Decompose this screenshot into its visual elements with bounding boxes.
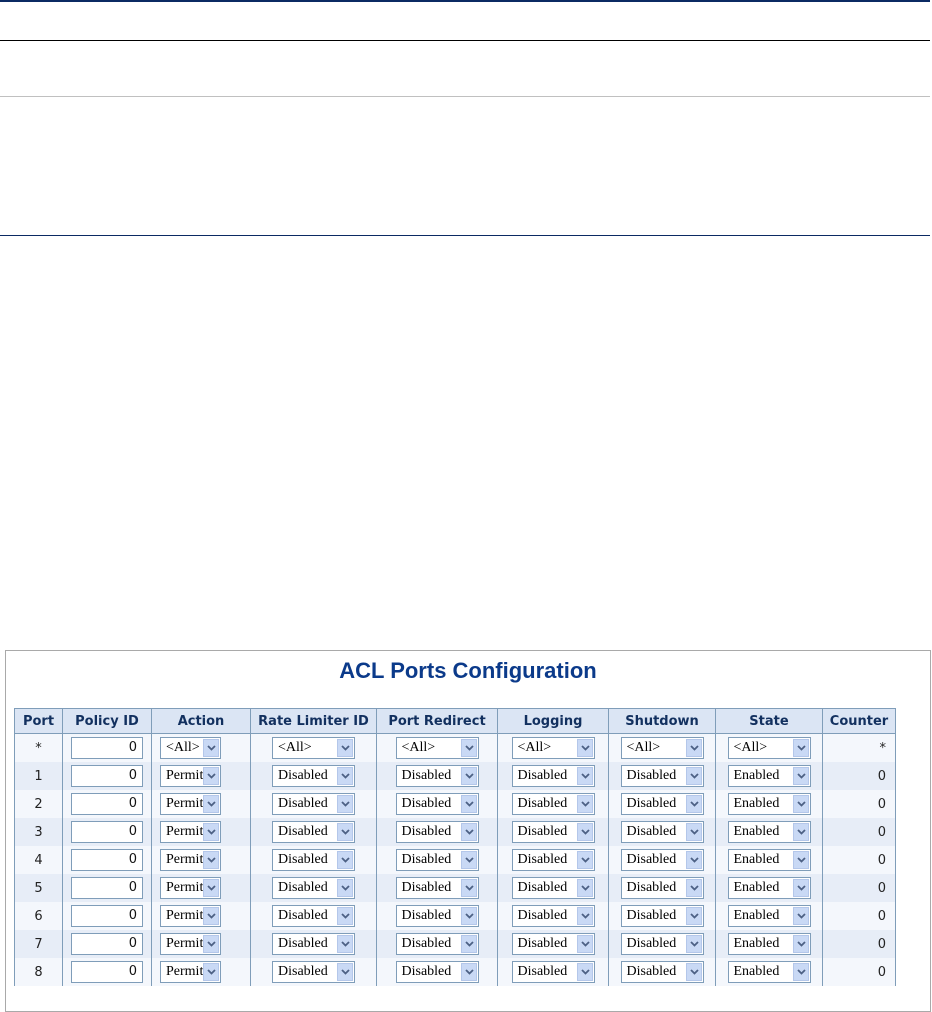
action-cell (152, 790, 251, 818)
rate-limiter-id-select[interactable] (272, 765, 355, 787)
rate-limiter-cell (251, 874, 377, 902)
shutdown-cell (609, 762, 716, 790)
port-redirect-select[interactable] (396, 793, 479, 815)
state-select[interactable] (728, 961, 811, 983)
chevron-down-icon[interactable] (461, 739, 477, 757)
chevron-down-icon[interactable] (203, 879, 219, 897)
logging-value: Disabled (517, 936, 568, 951)
chevron-down-icon[interactable] (337, 767, 353, 785)
chevron-down-icon[interactable] (337, 907, 353, 925)
chevron-down-icon[interactable] (577, 935, 593, 953)
action-value: <All> (166, 740, 200, 755)
state-select[interactable] (728, 905, 811, 927)
port-redirect-value: Disabled (401, 964, 452, 979)
shutdown-value: Disabled (626, 852, 677, 867)
chevron-down-icon[interactable] (337, 739, 353, 757)
rate-limiter-id-select[interactable] (272, 793, 355, 815)
action-cell (152, 734, 251, 763)
port-redirect-select[interactable] (396, 821, 479, 843)
action-value: Permit (166, 852, 204, 867)
table-row (15, 930, 896, 958)
chevron-down-icon[interactable] (793, 767, 809, 785)
chevron-down-icon[interactable] (203, 851, 219, 869)
rate-limiter-id-value: Disabled (278, 824, 328, 839)
chevron-down-icon[interactable] (203, 935, 219, 953)
logging-select[interactable] (512, 933, 595, 955)
state-value: Enabled (733, 796, 780, 811)
state-cell (716, 874, 823, 902)
action-select[interactable] (160, 961, 221, 983)
policy-id-input[interactable]: 0 (71, 821, 143, 843)
rate-limiter-cell (251, 958, 377, 986)
port-cell: 7 (15, 930, 63, 958)
chevron-down-icon[interactable] (337, 823, 353, 841)
table-row (15, 874, 896, 902)
chevron-down-icon[interactable] (461, 879, 477, 897)
chevron-down-icon[interactable] (793, 879, 809, 897)
action-value: Permit (166, 824, 204, 839)
policy-id-input[interactable]: 0 (71, 793, 143, 815)
port-redirect-select[interactable] (396, 849, 479, 871)
rate-limiter-id-value: Disabled (278, 768, 328, 783)
policy-id-cell (63, 818, 152, 846)
logging-select[interactable] (512, 737, 595, 759)
policy-id-cell (63, 902, 152, 930)
policy-id-cell (63, 762, 152, 790)
chevron-down-icon[interactable] (577, 879, 593, 897)
rate-limiter-id-select[interactable] (272, 961, 355, 983)
rate-limiter-id-value: Disabled (278, 880, 328, 895)
policy-id-input[interactable]: 0 (71, 933, 143, 955)
port-redirect-select[interactable] (396, 933, 479, 955)
action-cell (152, 762, 251, 790)
port-redirect-value: Disabled (401, 908, 452, 923)
shutdown-select[interactable] (621, 737, 704, 759)
table-row (15, 734, 896, 763)
rate-limiter-cell (251, 762, 377, 790)
state-cell (716, 846, 823, 874)
divider-rule (0, 40, 930, 41)
port-redirect-cell (377, 958, 498, 986)
port-cell: * (15, 734, 63, 763)
shutdown-select[interactable] (621, 765, 704, 787)
counter-cell: 0 (823, 762, 896, 790)
logging-value: Disabled (517, 768, 568, 783)
port-cell: 1 (15, 762, 63, 790)
chevron-down-icon[interactable] (461, 907, 477, 925)
state-select[interactable] (728, 793, 811, 815)
page-title: ACL Ports Configuration (339, 658, 597, 683)
logging-select[interactable] (512, 821, 595, 843)
chevron-down-icon[interactable] (793, 963, 809, 981)
state-cell (716, 958, 823, 986)
table-row (15, 958, 896, 986)
policy-id-input[interactable]: 0 (71, 905, 143, 927)
logging-select[interactable] (512, 765, 595, 787)
shutdown-select[interactable] (621, 849, 704, 871)
port-redirect-select[interactable] (396, 765, 479, 787)
action-select[interactable] (160, 849, 221, 871)
chevron-down-icon[interactable] (461, 795, 477, 813)
rate-limiter-cell (251, 818, 377, 846)
policy-id-cell (63, 790, 152, 818)
port-cell: 5 (15, 874, 63, 902)
chevron-down-icon[interactable] (461, 851, 477, 869)
shutdown-value: Disabled (626, 796, 677, 811)
port-redirect-select[interactable] (396, 905, 479, 927)
shutdown-value: <All> (626, 740, 661, 755)
acl-ports-panel (5, 650, 931, 1012)
action-cell (152, 958, 251, 986)
chevron-down-icon[interactable] (577, 907, 593, 925)
action-select[interactable] (160, 793, 221, 815)
port-cell: 3 (15, 818, 63, 846)
logging-select[interactable] (512, 877, 595, 899)
action-cell (152, 818, 251, 846)
action-select[interactable] (160, 821, 221, 843)
action-cell (152, 902, 251, 930)
rate-limiter-id-select[interactable] (272, 877, 355, 899)
action-cell (152, 874, 251, 902)
rate-limiter-id-value: Disabled (278, 936, 328, 951)
rate-limiter-id-select[interactable] (272, 821, 355, 843)
state-value: Enabled (733, 908, 780, 923)
logging-cell (498, 930, 609, 958)
policy-id-cell (63, 846, 152, 874)
state-value: Enabled (733, 824, 780, 839)
logging-select[interactable] (512, 961, 595, 983)
chevron-down-icon[interactable] (461, 767, 477, 785)
port-cell: 8 (15, 958, 63, 986)
column-header-policy-id: Policy ID (63, 709, 152, 734)
action-select[interactable] (160, 905, 221, 927)
chevron-down-icon[interactable] (577, 823, 593, 841)
chevron-down-icon[interactable] (337, 795, 353, 813)
port-redirect-value: Disabled (401, 796, 452, 811)
state-value: Enabled (733, 964, 780, 979)
shutdown-select[interactable] (621, 933, 704, 955)
shutdown-value: Disabled (626, 964, 677, 979)
rate-limiter-cell (251, 734, 377, 763)
chevron-down-icon[interactable] (337, 879, 353, 897)
logging-cell (498, 734, 609, 763)
port-redirect-cell (377, 930, 498, 958)
port-redirect-cell (377, 790, 498, 818)
chevron-down-icon[interactable] (577, 767, 593, 785)
chevron-down-icon[interactable] (577, 739, 593, 757)
chevron-down-icon[interactable] (577, 795, 593, 813)
chevron-down-icon[interactable] (203, 739, 219, 757)
logging-cell (498, 874, 609, 902)
column-header-counter: Counter (823, 709, 896, 734)
port-redirect-select[interactable] (396, 877, 479, 899)
shutdown-value: Disabled (626, 880, 677, 895)
action-value: Permit (166, 908, 204, 923)
chevron-down-icon[interactable] (577, 851, 593, 869)
chevron-down-icon[interactable] (793, 907, 809, 925)
port-cell: 4 (15, 846, 63, 874)
port-redirect-select[interactable] (396, 961, 479, 983)
shutdown-value: Disabled (626, 908, 677, 923)
shutdown-cell (609, 902, 716, 930)
shutdown-cell (609, 790, 716, 818)
state-cell (716, 734, 823, 763)
port-cell: 6 (15, 902, 63, 930)
policy-id-cell (63, 734, 152, 763)
policy-id-input[interactable]: 0 (71, 877, 143, 899)
state-cell (716, 902, 823, 930)
rate-limiter-id-value: Disabled (278, 796, 328, 811)
chevron-down-icon[interactable] (686, 795, 702, 813)
chevron-down-icon[interactable] (686, 963, 702, 981)
chevron-down-icon[interactable] (337, 935, 353, 953)
shutdown-select[interactable] (621, 877, 704, 899)
shutdown-select[interactable] (621, 905, 704, 927)
chevron-down-icon[interactable] (793, 851, 809, 869)
top-rule (0, 0, 930, 2)
policy-id-cell (63, 874, 152, 902)
chevron-down-icon[interactable] (461, 935, 477, 953)
logging-value: Disabled (517, 880, 568, 895)
rate-limiter-id-value: Disabled (278, 908, 328, 923)
logging-value: Disabled (517, 824, 568, 839)
chevron-down-icon[interactable] (686, 879, 702, 897)
table-row (15, 902, 896, 930)
table-row (15, 762, 896, 790)
table-row (15, 818, 896, 846)
logging-cell (498, 818, 609, 846)
logging-value: <All> (517, 740, 552, 755)
rate-limiter-cell (251, 902, 377, 930)
shutdown-value: Disabled (626, 824, 677, 839)
counter-cell: 0 (823, 818, 896, 846)
shutdown-select[interactable] (621, 821, 704, 843)
policy-id-input[interactable]: 0 (71, 961, 143, 983)
chevron-down-icon[interactable] (337, 963, 353, 981)
rate-limiter-id-select[interactable] (272, 905, 355, 927)
logging-cell (498, 790, 609, 818)
shutdown-select[interactable] (621, 793, 704, 815)
chevron-down-icon[interactable] (577, 963, 593, 981)
port-redirect-value: Disabled (401, 936, 452, 951)
state-value: <All> (733, 740, 768, 755)
table-row (15, 846, 896, 874)
shutdown-cell (609, 846, 716, 874)
chevron-down-icon[interactable] (686, 907, 702, 925)
counter-cell: 0 (823, 902, 896, 930)
logging-select[interactable] (512, 849, 595, 871)
state-select[interactable] (728, 821, 811, 843)
state-select[interactable] (728, 933, 811, 955)
rate-limiter-id-value: Disabled (278, 852, 328, 867)
chevron-down-icon[interactable] (686, 823, 702, 841)
action-select[interactable] (160, 737, 221, 759)
chevron-down-icon[interactable] (203, 823, 219, 841)
action-select[interactable] (160, 877, 221, 899)
action-select[interactable] (160, 933, 221, 955)
action-value: Permit (166, 936, 204, 951)
state-select[interactable] (728, 849, 811, 871)
chevron-down-icon[interactable] (461, 823, 477, 841)
port-redirect-value: <All> (401, 740, 436, 755)
chevron-down-icon[interactable] (793, 795, 809, 813)
shutdown-value: Disabled (626, 768, 677, 783)
counter-cell: 0 (823, 874, 896, 902)
action-value: Permit (166, 964, 204, 979)
rate-limiter-id-value: <All> (278, 740, 312, 755)
logging-select[interactable] (512, 905, 595, 927)
port-redirect-cell (377, 734, 498, 763)
logging-value: Disabled (517, 908, 568, 923)
rate-limiter-cell (251, 930, 377, 958)
column-header-port: Port (15, 709, 63, 734)
port-redirect-cell (377, 846, 498, 874)
action-cell (152, 930, 251, 958)
logging-cell (498, 958, 609, 986)
table-row (15, 790, 896, 818)
port-redirect-value: Disabled (401, 824, 452, 839)
port-redirect-cell (377, 762, 498, 790)
shutdown-cell (609, 734, 716, 763)
shutdown-cell (609, 874, 716, 902)
counter-cell: 0 (823, 790, 896, 818)
column-header-shutdown: Shutdown (609, 709, 716, 734)
chevron-down-icon[interactable] (461, 963, 477, 981)
logging-value: Disabled (517, 964, 568, 979)
action-value: Permit (166, 796, 204, 811)
chevron-down-icon[interactable] (793, 935, 809, 953)
logging-value: Disabled (517, 852, 568, 867)
rate-limiter-cell (251, 790, 377, 818)
state-cell (716, 762, 823, 790)
rate-limiter-cell (251, 846, 377, 874)
logging-select[interactable] (512, 793, 595, 815)
column-header-action: Action (152, 709, 251, 734)
action-value: Permit (166, 880, 204, 895)
acl-ports-table (14, 708, 896, 986)
logging-cell (498, 846, 609, 874)
column-header-port-redirect: Port Redirect (377, 709, 498, 734)
rate-limiter-id-select[interactable] (272, 849, 355, 871)
chevron-down-icon[interactable] (337, 851, 353, 869)
port-redirect-cell (377, 874, 498, 902)
column-header-rate-limiter-id: Rate Limiter ID (251, 709, 377, 734)
state-value: Enabled (733, 936, 780, 951)
policy-id-input[interactable]: 0 (71, 737, 143, 759)
logging-value: Disabled (517, 796, 568, 811)
chevron-down-icon[interactable] (686, 851, 702, 869)
counter-cell: * (823, 734, 896, 763)
rate-limiter-id-select[interactable] (272, 933, 355, 955)
state-select[interactable] (728, 765, 811, 787)
port-redirect-value: Disabled (401, 768, 452, 783)
state-value: Enabled (733, 852, 780, 867)
column-header-state: State (716, 709, 823, 734)
counter-cell: 0 (823, 958, 896, 986)
chevron-down-icon[interactable] (203, 795, 219, 813)
chevron-down-icon[interactable] (203, 907, 219, 925)
state-cell (716, 930, 823, 958)
chevron-down-icon[interactable] (203, 963, 219, 981)
chevron-down-icon[interactable] (686, 739, 702, 757)
policy-id-input[interactable]: 0 (71, 765, 143, 787)
port-redirect-cell (377, 902, 498, 930)
policy-id-input[interactable]: 0 (71, 849, 143, 871)
state-value: Enabled (733, 768, 780, 783)
shutdown-cell (609, 958, 716, 986)
state-cell (716, 818, 823, 846)
chevron-down-icon[interactable] (686, 767, 702, 785)
port-redirect-select[interactable] (396, 737, 479, 759)
port-redirect-value: Disabled (401, 852, 452, 867)
column-header-logging: Logging (498, 709, 609, 734)
logging-cell (498, 902, 609, 930)
shutdown-cell (609, 930, 716, 958)
chevron-down-icon[interactable] (686, 935, 702, 953)
action-value: Permit (166, 768, 204, 783)
counter-cell: 0 (823, 846, 896, 874)
section-rule (0, 235, 930, 236)
shutdown-value: Disabled (626, 936, 677, 951)
state-cell (716, 790, 823, 818)
chevron-down-icon[interactable] (203, 767, 219, 785)
rate-limiter-id-value: Disabled (278, 964, 328, 979)
port-cell: 2 (15, 790, 63, 818)
state-select[interactable] (728, 737, 811, 759)
rate-limiter-id-select[interactable] (272, 737, 355, 759)
divider-rule-light (0, 96, 930, 97)
port-redirect-value: Disabled (401, 880, 452, 895)
port-redirect-cell (377, 818, 498, 846)
shutdown-cell (609, 818, 716, 846)
logging-cell (498, 762, 609, 790)
state-select[interactable] (728, 877, 811, 899)
action-select[interactable] (160, 765, 221, 787)
policy-id-cell (63, 930, 152, 958)
shutdown-select[interactable] (621, 961, 704, 983)
table-header-row (15, 709, 896, 734)
chevron-down-icon[interactable] (793, 823, 809, 841)
state-value: Enabled (733, 880, 780, 895)
action-cell (152, 846, 251, 874)
counter-cell: 0 (823, 930, 896, 958)
policy-id-cell (63, 958, 152, 986)
chevron-down-icon[interactable] (793, 739, 809, 757)
